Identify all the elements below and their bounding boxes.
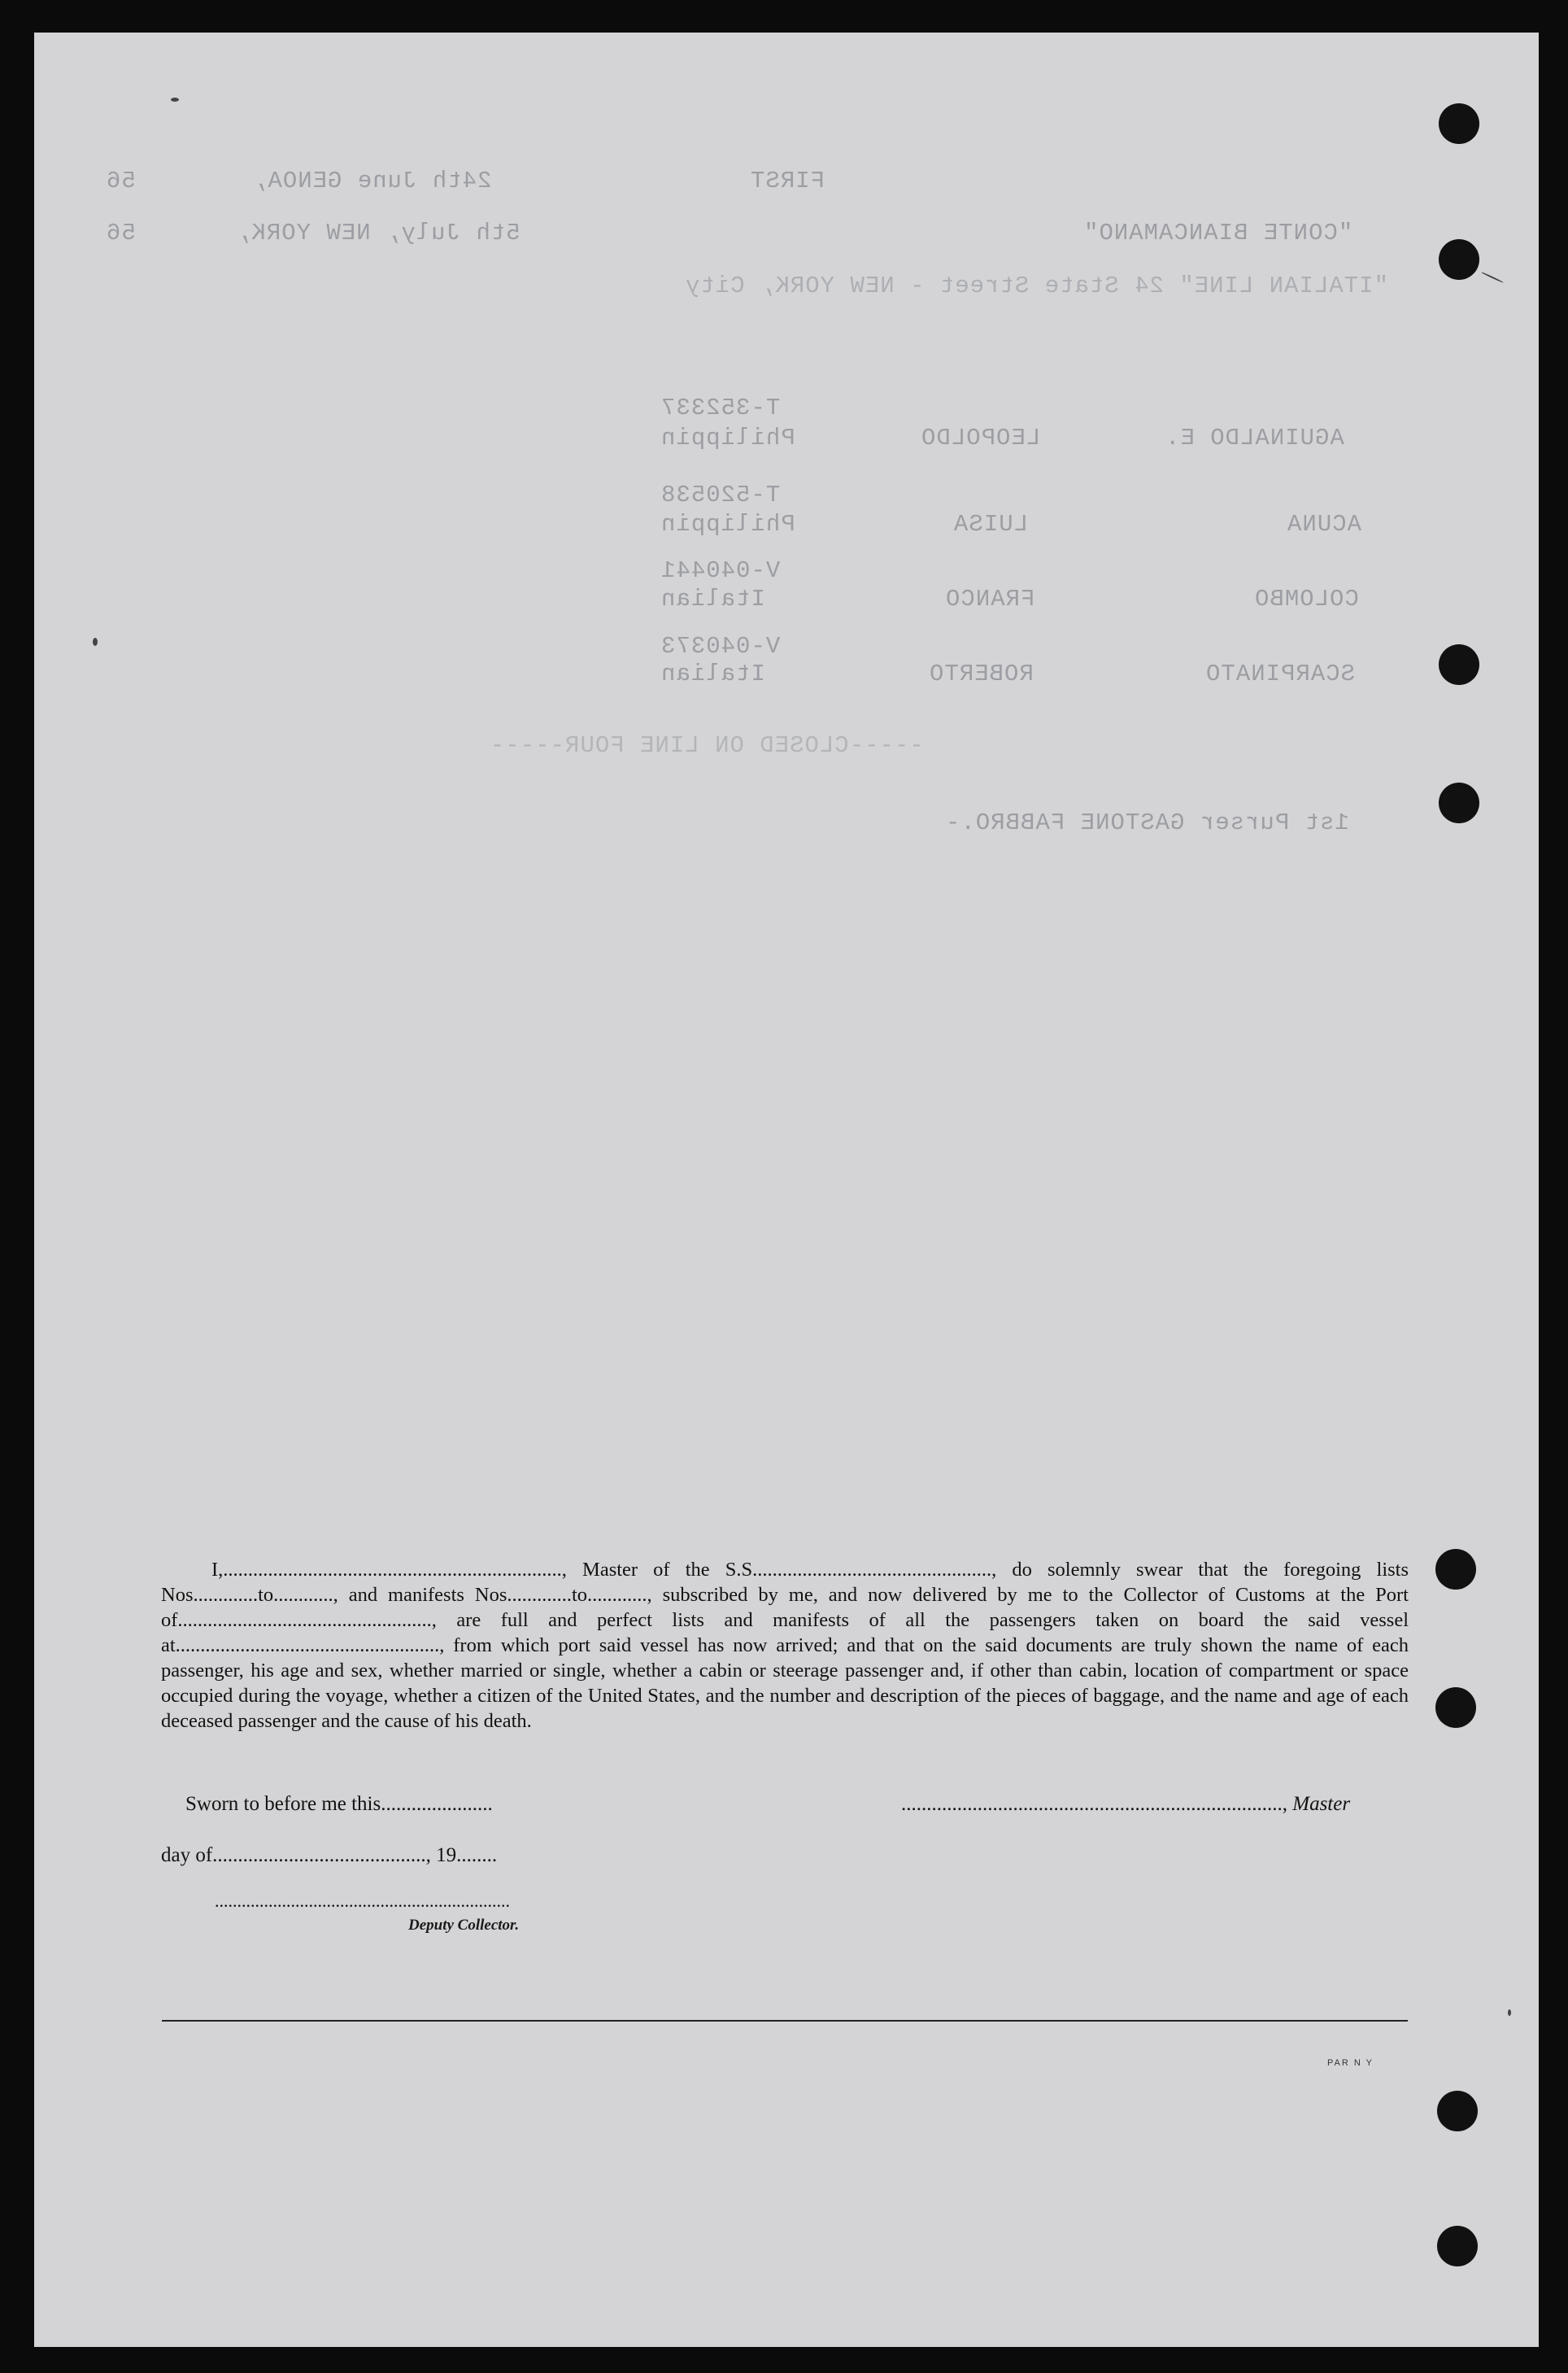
punch-hole bbox=[1439, 239, 1479, 280]
punch-hole bbox=[1435, 1687, 1476, 1728]
bleed-closed: -----CLOSED ON LINE FOUR----- bbox=[490, 732, 924, 759]
bleed-doc-4: V-040373 bbox=[660, 633, 781, 660]
bleed-line1-right: FIRST bbox=[750, 168, 825, 194]
master-dots: ..........................................................................., bbox=[901, 1793, 1293, 1815]
sworn-line: Sworn to before me this...................... bbox=[185, 1793, 493, 1815]
oath-text: I,...................................................................., Master of the S.S................................................, do solemnly swear that the foregoing lists Nos.............to............, and manifests Nos.............to............, subscribed by me, and now delivered by me to the Collector of Customs at the Port of..................................................., are full and perfect lists and manifests of all the passengers taken on board the said vessel at....................................................., from which port said vessel has now arrived; and that on the said documents are truly shown the name of each passenger, his age and sex, whether married or single, whether a cabin or steerage passenger and, if other than cabin, location of compartment or space occupied during the voyage, whether a citizen of the United States, and the number and description of the pieces of baggage, and the name and age of each deceased passenger and the cause of his death. bbox=[161, 1559, 1409, 1732]
bleed-name-2: ACUNA bbox=[1287, 511, 1362, 538]
printer-mark: PAR N Y bbox=[1327, 2058, 1374, 2068]
oath-paragraph bbox=[161, 1557, 1409, 1734]
punch-hole bbox=[1437, 2226, 1478, 2266]
master-signature-line bbox=[901, 1793, 1350, 1816]
manifest-page bbox=[34, 33, 1539, 2347]
bleed-first-3: FRANCO bbox=[945, 586, 1035, 613]
punch-hole bbox=[1437, 2091, 1478, 2131]
bleed-line1-mid: 24th June GENOA, bbox=[252, 168, 492, 194]
bleed-line2-mid: 5th July, NEW YORK, bbox=[236, 220, 520, 246]
bleed-first-1: LEOPOLDO bbox=[921, 425, 1041, 451]
punch-hole bbox=[1439, 103, 1479, 144]
day-of-line: day of.........................................., 19........ bbox=[161, 1844, 498, 1866]
collector-signature-line: .................................................................. bbox=[215, 1891, 510, 1911]
bleed-name-1: AGUINALDO E. bbox=[1165, 425, 1344, 451]
ink-speck bbox=[1508, 2009, 1511, 2016]
bleed-first-2: LUISA bbox=[953, 511, 1029, 538]
bleed-nat-4: Italian bbox=[660, 661, 765, 687]
punch-hole bbox=[1435, 1549, 1476, 1590]
punch-hole bbox=[1439, 783, 1479, 823]
bleed-name-4: SCARPINATO bbox=[1205, 661, 1356, 687]
ink-speck bbox=[93, 638, 98, 646]
bleed-nat-2: Philippin bbox=[660, 511, 795, 538]
bleed-line3: "ITALIAN LINE" 24 State Street - NEW YORK, City bbox=[685, 273, 1388, 299]
punch-hole bbox=[1439, 644, 1479, 685]
ink-speck bbox=[1481, 272, 1504, 283]
bleed-name-3: COLOMBO bbox=[1254, 586, 1359, 613]
bottom-rule bbox=[162, 2020, 1408, 2022]
bleed-line2-left: 56 bbox=[106, 220, 136, 246]
bleed-nat-3: Italian bbox=[660, 586, 765, 613]
bleed-purser: 1st Purser GASTONE FABBRO.- bbox=[945, 809, 1349, 836]
bleed-first-4: ROBERTO bbox=[929, 661, 1034, 687]
bleed-doc-2: T-520538 bbox=[660, 482, 781, 508]
bleed-doc-1: T-352337 bbox=[660, 395, 781, 421]
ink-speck bbox=[171, 98, 179, 102]
bleed-nat-1: Philippin bbox=[660, 425, 795, 451]
deputy-collector-label: Deputy Collector. bbox=[408, 1917, 520, 1934]
bleed-doc-3: V-040441 bbox=[660, 557, 781, 584]
master-label: Master bbox=[1292, 1793, 1351, 1815]
bleed-line1-left: 56 bbox=[106, 168, 136, 194]
bleed-line2-right: "CONTE BIANCAMANO" bbox=[1083, 220, 1353, 246]
